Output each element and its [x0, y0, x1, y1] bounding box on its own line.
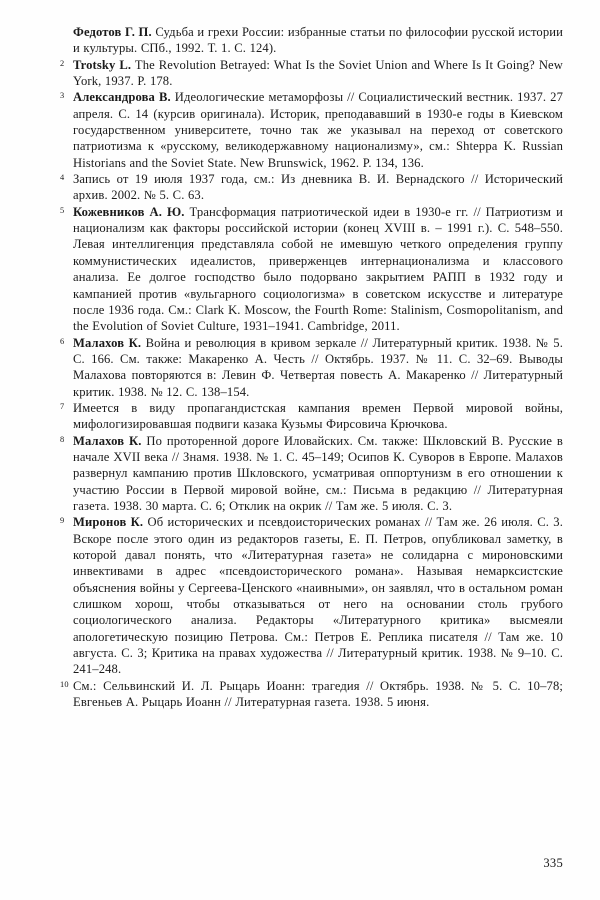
endnote-text: Запись от 19 июля 1937 года, см.: Из дневника В. И. Вернадского // Исторический архив. 2002. № 5. С. 63.	[73, 172, 563, 203]
endnote-author: Миронов К.	[73, 515, 144, 530]
endnote-text: Малахов К. По проторенной дороге Иловайских. См. также: Шкловский В. Русские в начале XVII века // Знамя. 1938. № 1. С. 45–149; Осипов К. Суворов в Европе. Малахов развернул кампанию против Шкловского, усматривая оппортунизм в его отношении к участию России в Первой мировой войне, см.: Письма в редакцию // Литературная газета. 1938. 30 марта. С. 6; Отклик на окрик // Там же. 5 июля. С. 3.	[73, 433, 563, 513]
endnote-7	[60, 400, 563, 433]
endnote-author: Кожевников А. Ю.	[73, 204, 185, 219]
endnotes-list	[60, 24, 563, 710]
endnote-marker: 3	[60, 91, 65, 101]
endnote-text: Федотов Г. П. Судьба и грехи России: избранные статьи по философии русской истории и культуры. СПб., 1992. Т. 1. С. 124).	[73, 25, 564, 56]
endnote-text: Миронов К. Об исторических и псевдоисторических романах // Там же. 26 июля. С. 3. Вскоре после этого один из редакторов газеты, Е. П. Петров, опубликовал заметку, в которой давал понять, что «Литературная газета» не солидарна с мироновскими инвективами в адрес «псевдоисторического романа». Называя немарксистские объяснения войны у Сергеева-Ценского «наивными», он заявлял, что в остальном роман слишком хорош, чтобы отказываться от него на основании столь грубого социологического анализа. Редакторы «Литературного критика» высмеяли апологетическую позицию Петрова. См.: Петров Е. Реплика писателя // Там же. 10 августа. С. 3; Критика на правах художества // Литературный критик. 1938. № 9–10. С. 241–248.	[73, 515, 563, 677]
endnote-marker: 4	[60, 173, 65, 183]
endnote-text: См.: Сельвинский И. Л. Рыцарь Иоанн: трагедия // Октябрь. 1938. № 5. С. 10–78; Евгеньев А. Рыцарь Иоанн // Литературная газета. 1938. 5 июня.	[73, 678, 563, 710]
endnote-marker: 6	[60, 336, 65, 346]
endnote-5	[60, 204, 563, 335]
endnote-author: Александрова В.	[73, 90, 171, 105]
endnote-author: Trotsky L.	[73, 57, 132, 72]
endnote-text: Trotsky L. The Revolution Betrayed: What Is the Soviet Union and Where Is It Going? New York, 1937. P. 178.	[73, 57, 563, 89]
endnote-9	[60, 514, 563, 677]
endnote-author: Малахов К.	[73, 433, 142, 448]
endnote-6	[60, 335, 563, 400]
page-number: 335	[543, 856, 563, 871]
endnote-marker: 5	[60, 205, 65, 215]
endnote-author: Малахов К.	[73, 335, 142, 350]
endnote-3	[60, 89, 563, 171]
endnote-text: Имеется в виду пропагандистская кампания времен Первой мировой войны, мифологизировавшая подвиги казака Кузьмы Фирсовича Крючкова.	[73, 400, 563, 432]
endnote-text: Малахов К. Война и революция в кривом зеркале // Литературный критик. 1938. № 5. С. 166. См. также: Макаренко А. Честь // Октябрь. 1937. № 11. С. 32–69. Выводы Малахова повторяются в: Левин Ф. Четвертая повесть А. Макаренко // Литературный критик. 1938. № 12. С. 138–154.	[73, 335, 564, 399]
endnote-marker: 8	[60, 434, 65, 444]
endnote-4	[60, 171, 563, 204]
endnote-text: Кожевников А. Ю. Трансформация патриотической идеи в 1930-е гг. // Патриотизм и национализм как факторы российской истории (конец XVIII в. – 1991 г.). С. 548–550. Левая интеллигенция представляла собой не имевшую четкого определения группу коммунистических идеалистов, приверженцев интернационализма и классового анализа. Ее долгое господство было подорвано закрытием РАПП в 1932 году и кампанией против «вульгарного социологизма» в советском искусстве и литературе после 1936 года. См.: Clark K. Moscow, the Fourth Rome: Stalinism, Cosmopolitanism, and the Evolution of Soviet Culture, 1931–1941. Cambridge, 2011.	[73, 204, 563, 334]
endnote-marker: 2	[60, 58, 65, 68]
endnote-1-continued	[60, 24, 563, 57]
endnote-author: Федотов Г. П.	[73, 25, 152, 39]
endnote-2	[60, 57, 563, 90]
endnote-8	[60, 433, 563, 515]
endnote-marker: 7	[60, 401, 65, 411]
endnote-marker: 9	[60, 516, 65, 526]
endnote-marker: 10	[60, 679, 69, 689]
endnote-10	[60, 678, 563, 711]
endnote-text: Александрова В. Идеологические метаморфозы // Социалистический вестник. 1937. 27 апреля. С. 14 (курсив оригинала). Историк, преподававший в 1930-е годы в Киевском государственном университете, точно так же указывал на переход от советского патриотизма к «русскому, великодержавному национализму», см.: Shteppa K. Russian Historians and the Soviet State. New Brunswick, 1962. P. 134, 136.	[73, 90, 563, 170]
